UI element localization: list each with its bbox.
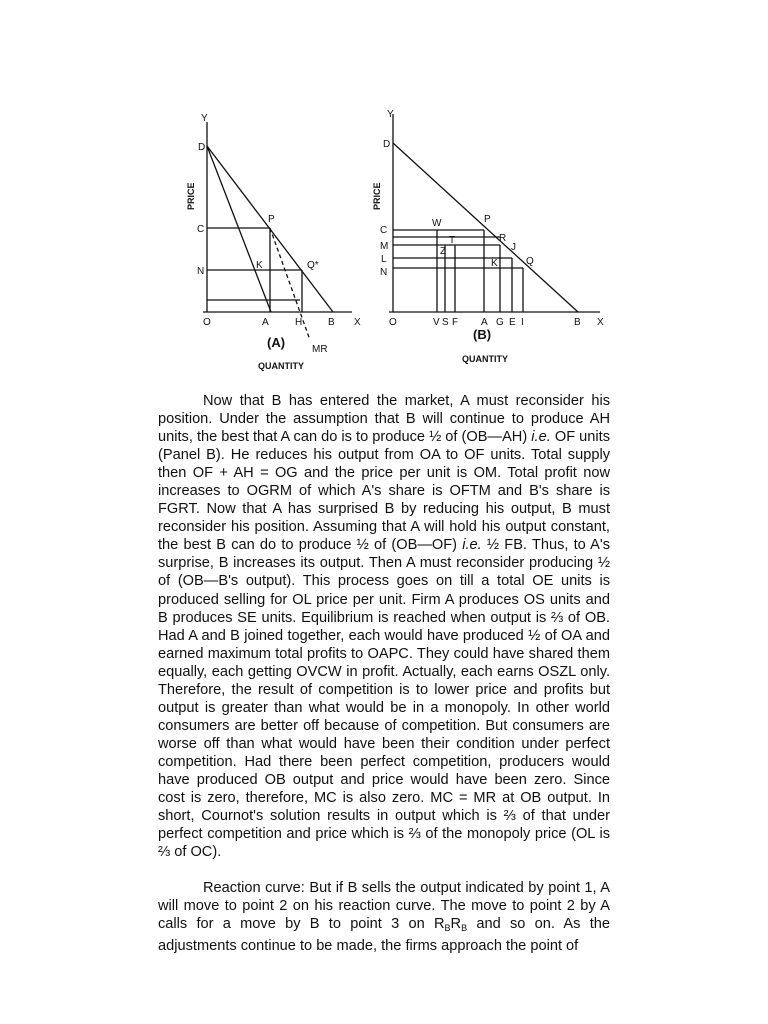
panel-b-label-m: M	[380, 241, 389, 252]
panel-b-label-e: E	[509, 317, 516, 328]
panel-b-y-title: PRICE	[372, 182, 382, 210]
paragraph-2	[158, 879, 610, 955]
panel-b-label-j: J	[511, 242, 516, 253]
panel-a-label-k: K	[256, 260, 263, 271]
panel-b-label-l: L	[381, 254, 387, 265]
panel-b-label-c: C	[380, 225, 388, 236]
figure-drawing	[0, 0, 768, 380]
panel-a-label-c: C	[197, 224, 205, 235]
panel-b-label-q: Q	[526, 256, 534, 267]
paragraph-1-part-a: Now that B has entered the market, A must reconsider his position. Under the assumption that B will continue to produce AH units, the best that A can do is to produce ½ of (OB—AH)	[158, 393, 610, 446]
panel-b-caption: (B)	[473, 327, 492, 342]
panel-b-label-v: V	[433, 317, 440, 328]
panel-b-label-a: A	[481, 317, 488, 328]
panel-b-label-n: N	[380, 267, 388, 278]
panel-a-origin: O	[203, 317, 211, 328]
paragraph-1	[158, 392, 610, 861]
paragraph-1-part-b: OF units (Panel B). He reduces his output from OA to OF units. Total supply then OF + AH = OG and the price per unit is OM. Total profit now increases to OGRM of which A's share is OFTM and B's share is FGRT. Now that A has surprised B by reducing his output, B must reconsider his position. Assuming that A will hold his output constant, the best B can do to produce ½ of (OB—OF)	[158, 429, 611, 554]
panel-b	[389, 114, 600, 312]
panel-a-label-h: H	[295, 317, 303, 328]
panel-a-x-letter: X	[354, 317, 361, 328]
panel-b-y-letter: Y	[387, 109, 394, 120]
panel-a-mr-line	[207, 146, 271, 312]
panel-b-label-r: R	[499, 233, 507, 244]
panel-a-label-n: N	[197, 266, 205, 277]
panel-b-origin: O	[389, 317, 397, 328]
panel-a	[203, 122, 352, 340]
panel-b-label-w: W	[432, 218, 442, 229]
panel-a-label-p: P	[268, 214, 275, 225]
paragraph-1-ie: i.e.	[531, 429, 551, 446]
paragraph-2-sub-2: B	[461, 923, 468, 934]
body-text	[158, 392, 610, 955]
panel-a-label-d: D	[198, 142, 206, 153]
paragraph-2-part-b: and so on. As the adjustments continue to be made, the firms approach the point of	[158, 916, 610, 955]
panel-b-label-t: T	[449, 235, 456, 246]
panel-a-dashed-demand	[270, 228, 310, 340]
panel-b-x-title: QUANTITY	[462, 354, 508, 364]
panel-b-label-d: D	[383, 139, 391, 150]
panel-a-label-q: Q*	[307, 260, 319, 271]
paragraph-2-mid: R	[450, 916, 462, 933]
panel-b-x-letter: X	[597, 317, 604, 328]
panel-a-y-letter: Y	[201, 113, 208, 124]
panel-b-label-s: S	[442, 317, 449, 328]
panel-b-label-z: Z	[440, 246, 447, 257]
panel-b-demand-line	[393, 143, 578, 312]
paragraph-2-sub-1: B	[444, 923, 451, 934]
cournot-duopoly-figure	[0, 0, 768, 380]
panel-a-caption: (A)	[267, 335, 286, 350]
panel-a-x-title: QUANTITY	[258, 361, 304, 371]
panel-b-label-b: B	[574, 317, 581, 328]
panel-a-label-mr: MR	[312, 344, 328, 355]
paragraph-2-part-a: Reaction curve: But if B sells the output indicated by point 1, A will move to point 2 on his reaction curve. The move to point 2 by A calls for a move by B to point 3 on R	[158, 880, 610, 933]
panel-b-label-f: F	[452, 317, 459, 328]
panel-b-label-i: I	[521, 317, 524, 328]
panel-b-label-p: P	[484, 214, 491, 225]
paragraph-1-part-c: ½ FB. Thus, to A's surprise, B increases its output. Then A must reconsider producing ½ of (OB—B's output). This process goes on till a total OE units is produced selling for OL price per unit. Firm A produces OS units and B produces SE units. Equilibrium is reached when output is ⅔ of OB. Had A and B joined together, each would have produced ½ of OA and earned maximum total profits to OAPC. They could have shared them equally, each getting OVCW in profit. Actually, each earns OSZL only. Therefore, the result of competition is to lower price and profits but output is greater than what would be in a monopoly. In other world consumers are better off because of competition. But consumers are worse off than what would have been their condition under perfect competition. Had there been perfect competition, producers would have produced OB output and price would have been zero. Since cost is zero, therefore, MC is also zero. MC = MR at OB output. In short, Cournot's solution results in output which is ⅔ of that under perfect competition and price which is ⅔ of the monopoly price (OL is ⅔ of OC).	[158, 537, 610, 861]
panel-b-label-g: G	[496, 317, 504, 328]
panel-a-label-a: A	[262, 317, 269, 328]
paragraph-1-ie-2: i.e.	[462, 537, 482, 554]
panel-a-label-b: B	[328, 317, 335, 328]
panel-a-y-title: PRICE	[186, 182, 196, 210]
panel-b-label-k: K	[491, 258, 498, 269]
